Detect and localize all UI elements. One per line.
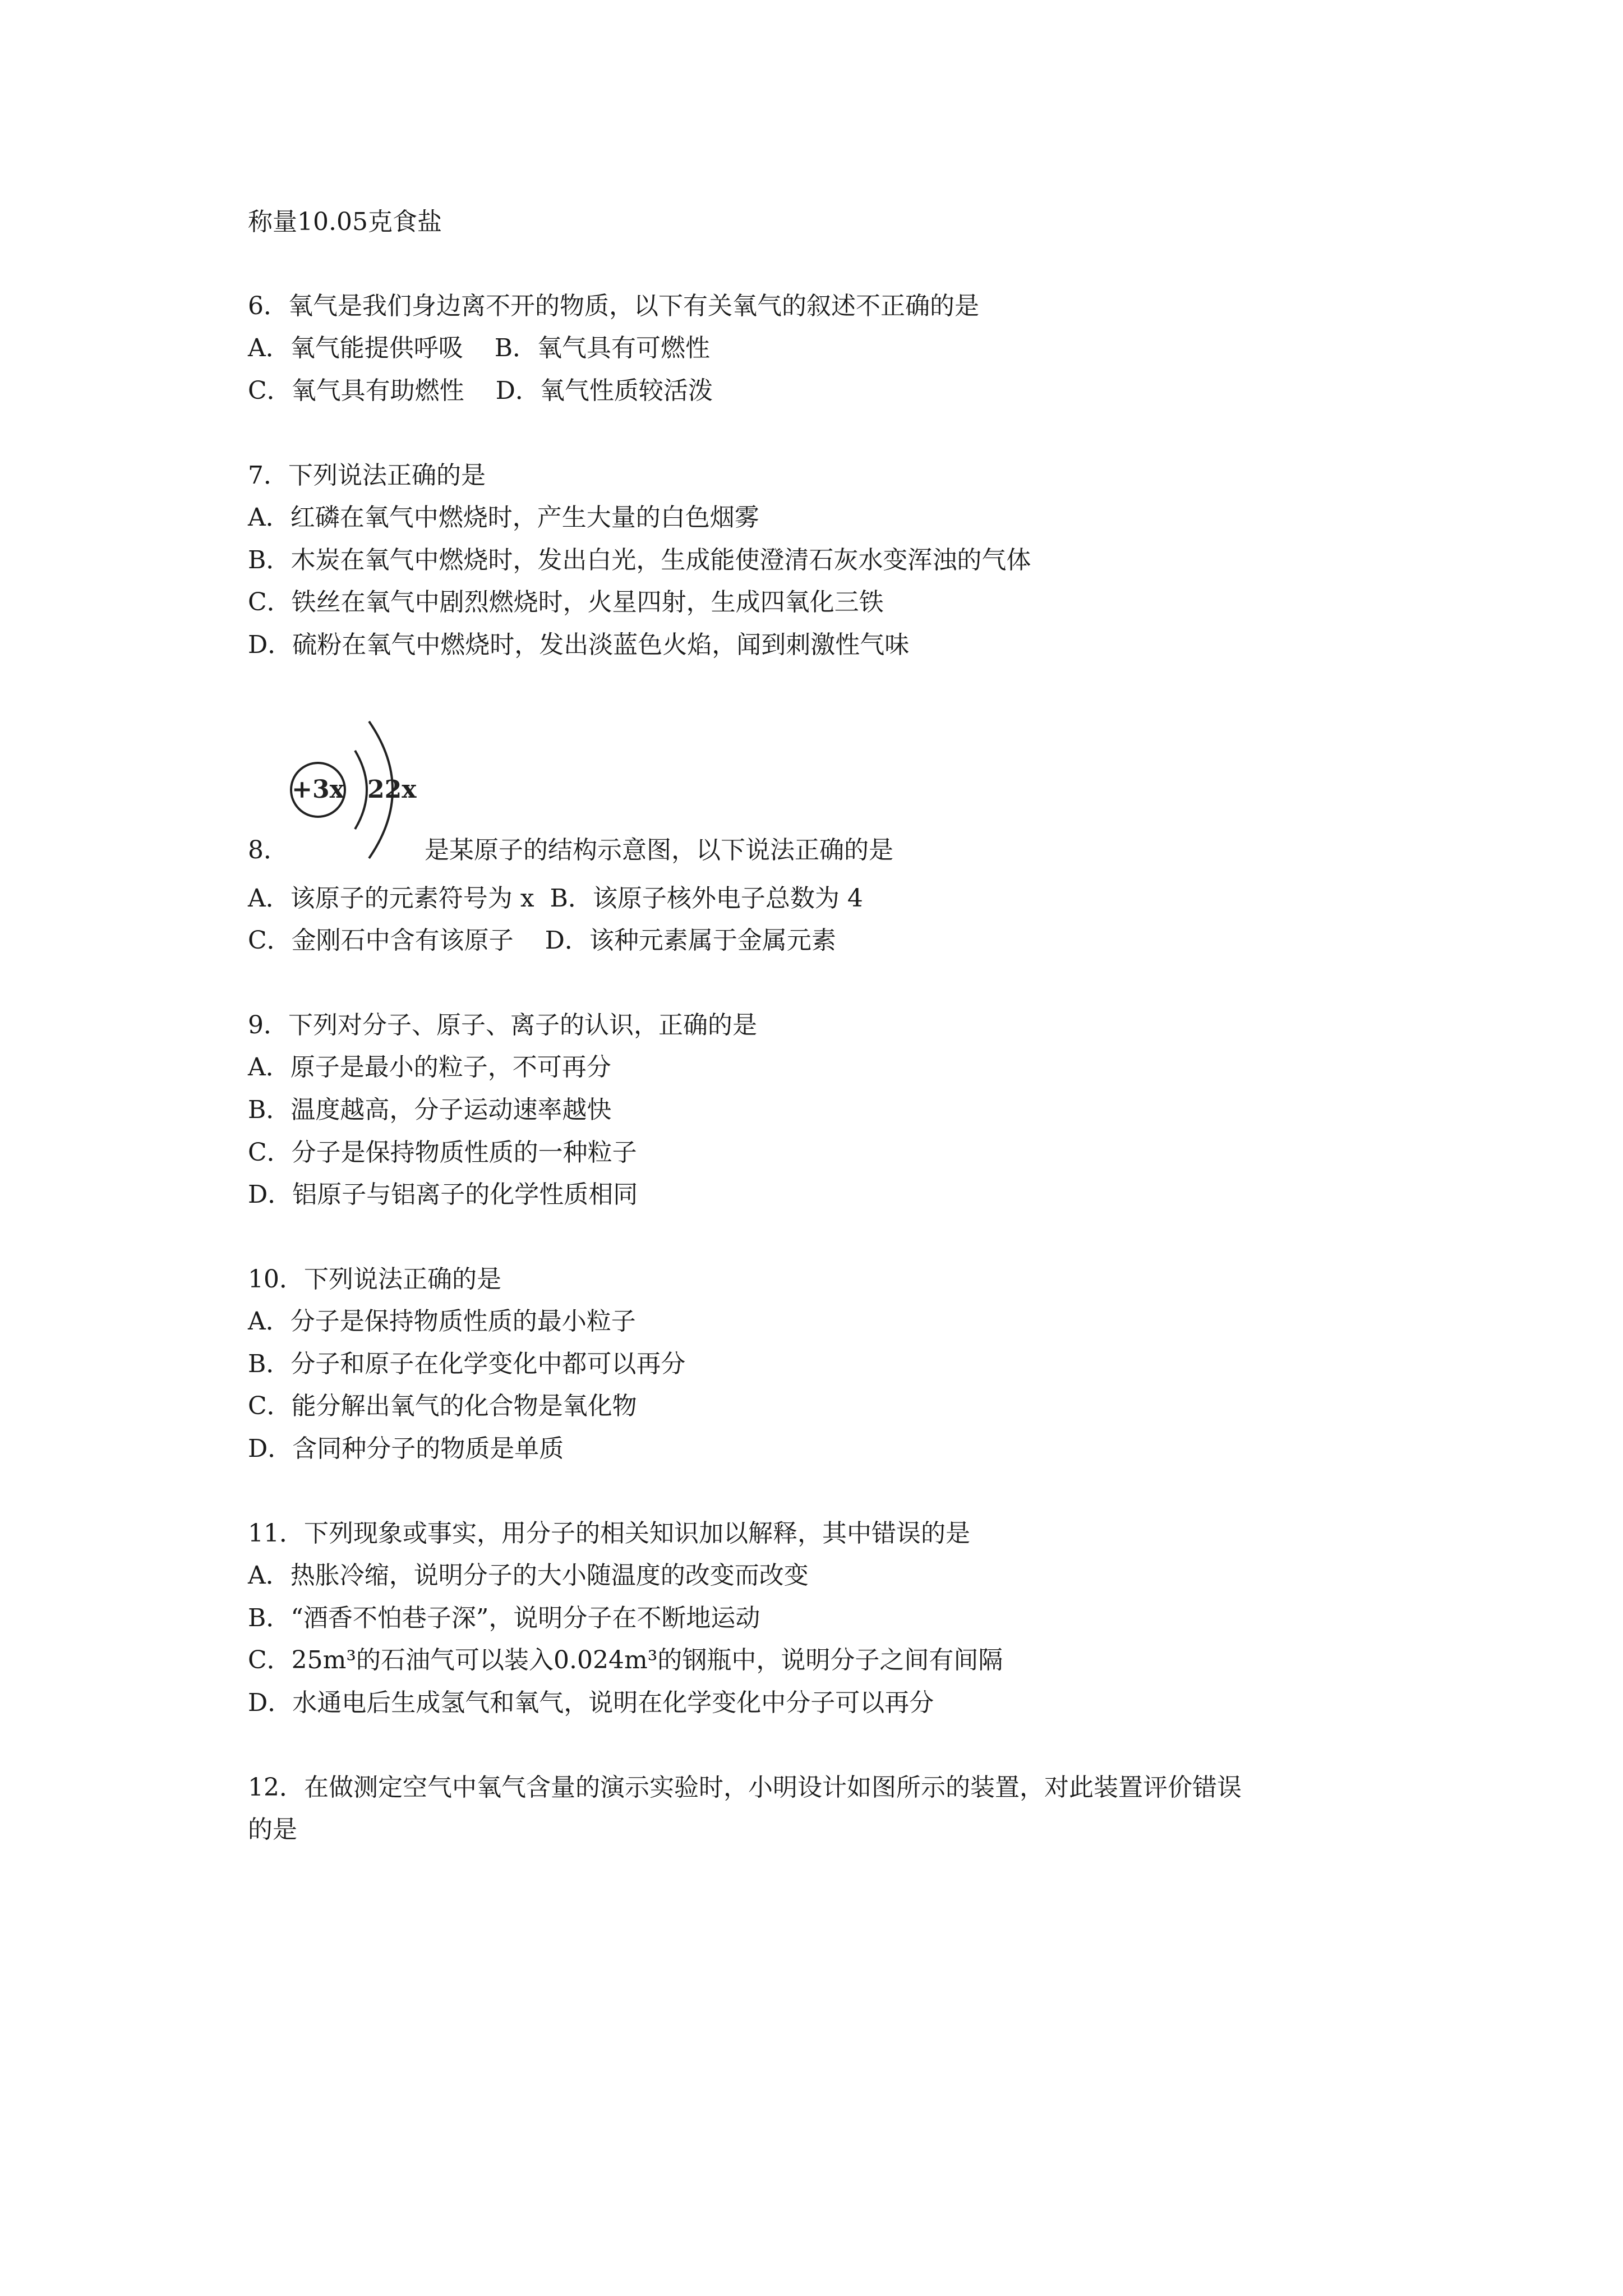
question-11-stem: 11．下列现象或事实，用分子的相关知识加以解释，其中错误的是: [248, 1519, 970, 1548]
question-7-option-d: D．硫粉在氧气中燃烧时，发出淡蓝色火焰，闻到刺激性气味: [248, 631, 910, 659]
question-6-options-cd: C．氧气具有助燃性 D．氧气性质较活泼: [248, 376, 713, 405]
shell-electron-labels: 22x: [367, 775, 417, 804]
question-9-option-d: D．铝原子与铝离子的化学性质相同: [248, 1180, 638, 1209]
question-10-option-b: B．分子和原子在化学变化中都可以再分: [248, 1350, 686, 1378]
question-7-option-a: A．红磷在氧气中燃烧时，产生大量的白色烟雾: [248, 503, 759, 532]
question-10-stem: 10．下列说法正确的是: [248, 1265, 501, 1294]
question-6-options-ab: A．氧气能提供呼吸 B．氧气具有可燃性: [248, 334, 711, 362]
question-9-option-c: C．分子是保持物质性质的一种粒子: [248, 1138, 637, 1167]
electron-shell-arc-1: [355, 751, 367, 829]
question-11-option-b: B．“酒香不怕巷子深”，说明分子在不断地运动: [248, 1604, 760, 1632]
question-8-stem: 是某原子的结构示意图，以下说法正确的是: [425, 836, 893, 864]
question-7-option-c: C．铁丝在氧气中剧烈燃烧时，火星四射，生成四氧化三铁: [248, 588, 884, 616]
question-9-option-b: B．温度越高，分子运动速率越快: [248, 1096, 612, 1124]
question-7-stem: 7．下列说法正确的是: [248, 461, 486, 490]
question-12-stem-line-2: 的是: [248, 1815, 297, 1844]
question-8-options-cd: C．金刚石中含有该原子 D．该种元素属于金属元素: [248, 926, 836, 955]
question-11-option-a: A．热胀冷缩，说明分子的大小随温度的改变而改变: [248, 1561, 809, 1590]
question-7-option-b: B．木炭在氧气中燃烧时，发出白光，生成能使澄清石灰水变浑浊的气体: [248, 546, 1031, 574]
question-10-option-a: A．分子是保持物质性质的最小粒子: [248, 1307, 636, 1336]
question-10-option-d: D．含同种分子的物质是单质: [248, 1434, 564, 1463]
question-11-option-d: D．水通电后生成氢气和氧气，说明在化学变化中分子可以再分: [248, 1688, 934, 1717]
nucleus-label: +3x: [292, 775, 344, 804]
question-8-stem-line: [248, 834, 893, 867]
question-9-stem: 9．下列对分子、原子、离子的认识，正确的是: [248, 1011, 757, 1039]
question-12-stem-line-1: 12．在做测定空气中氧气含量的演示实验时，小明设计如图所示的装置，对此装置评价错误: [248, 1773, 1242, 1802]
question-8-options-ab: A．该原子的元素符号为 x B．该原子核外电子总数为 4: [248, 884, 863, 913]
question-8-number: 8．: [248, 836, 288, 864]
question-11-option-c: C．25m³的石油气可以装入0.024m³的钢瓶中，说明分子之间有间隔: [248, 1646, 1003, 1674]
text-line: 称量10.05克食盐: [248, 208, 442, 236]
question-9-option-a: A．原子是最小的粒子，不可再分: [248, 1053, 611, 1082]
question-6-stem: 6．氧气是我们身边离不开的物质，以下有关氧气的叙述不正确的是: [248, 292, 979, 320]
question-10-option-c: C．能分解出氧气的化合物是氧化物: [248, 1392, 637, 1420]
